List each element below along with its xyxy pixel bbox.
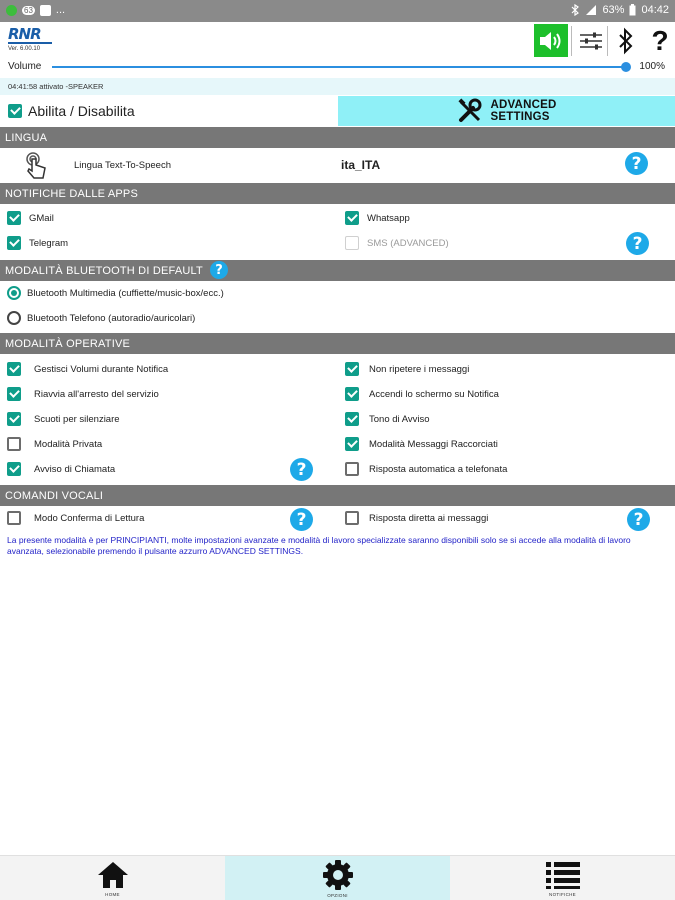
conferma-lettura-label: Modo Conferma di Lettura (34, 512, 145, 524)
riavvia-label: Riavvia all'arresto del servizio (34, 388, 159, 400)
nav-notifiche[interactable] (450, 856, 675, 900)
help-button[interactable]: ? (651, 24, 669, 56)
status-message: 04:41:58 attivato -SPEAKER (0, 78, 675, 95)
option-conferma-lettura[interactable] (7, 508, 144, 528)
sms-checkbox[interactable] (345, 236, 359, 250)
notification-badge: 63 (24, 5, 33, 15)
tts-language-row[interactable] (0, 149, 675, 181)
telegram-option[interactable] (7, 233, 68, 253)
risposta-automatica-label: Risposta automatica a telefonata (369, 463, 508, 475)
tono-avviso-label: Tono di Avviso (369, 413, 430, 425)
help-icon[interactable]: ? (290, 508, 313, 531)
scuoti-label: Scuoti per silenziare (34, 413, 120, 425)
option-risposta-diretta[interactable] (345, 508, 488, 528)
bluetooth-icon (618, 27, 634, 55)
mixer-button[interactable] (574, 24, 608, 57)
conferma-lettura-checkbox[interactable] (7, 511, 21, 525)
nav-opzioni[interactable] (225, 856, 450, 900)
volume-slider-thumb[interactable] (621, 62, 631, 72)
battery-percent: 63% (602, 4, 625, 16)
whatsapp-label: Whatsapp (367, 212, 410, 224)
volume-slider-track[interactable] (52, 66, 626, 68)
bottom-navigation (0, 855, 675, 900)
advanced-settings-button[interactable] (338, 96, 675, 126)
avviso-chiamata-checkbox[interactable] (7, 462, 21, 476)
message-status-icon (40, 5, 51, 16)
section-header-bluetooth-label: MODALITÀ BLUETOOTH DI DEFAULT (5, 265, 203, 277)
bt-multimedia-option[interactable] (7, 283, 224, 303)
gestisci-volumi-label: Gestisci Volumi durante Notifica (34, 363, 169, 375)
tts-language-label: Lingua Text-To-Speech (74, 160, 171, 171)
volume-value: 100% (639, 61, 665, 72)
messaggi-raccorciati-label: Modalità Messaggi Raccorciati (369, 438, 498, 450)
help-icon[interactable]: ? (290, 458, 313, 481)
nav-home[interactable] (0, 856, 225, 900)
tts-language-value[interactable]: ita_ITA (341, 158, 381, 172)
option-riavvia[interactable] (7, 384, 159, 404)
touch-icon (22, 151, 48, 179)
privata-label: Modalità Privata (34, 438, 103, 450)
bt-telefono-option[interactable] (7, 308, 195, 328)
telegram-checkbox[interactable] (7, 236, 21, 250)
risposta-diretta-label: Risposta diretta ai messaggi (369, 512, 489, 524)
list-icon (545, 860, 581, 890)
bt-telefono-label: Bluetooth Telefono (autoradio/auricolari) (27, 312, 196, 324)
risposta-automatica-checkbox[interactable] (345, 462, 359, 476)
risposta-diretta-checkbox[interactable] (345, 511, 359, 525)
section-header-vocali: COMANDI VOCALI (0, 485, 675, 506)
non-ripetere-checkbox[interactable] (345, 362, 359, 376)
status-bar (0, 0, 675, 22)
sms-option[interactable] (345, 233, 449, 253)
privata-checkbox[interactable] (7, 437, 21, 451)
speaker-icon (538, 30, 564, 52)
bt-multimedia-radio[interactable] (7, 286, 21, 300)
signal-icon (585, 4, 597, 16)
bt-telefono-radio[interactable] (7, 311, 21, 325)
sms-label: SMS (ADVANCED) (367, 237, 449, 249)
beginner-mode-note: La presente modalità è per PRINCIPIANTI, molte impostazioni avanzate e modalità di lavoro specializzate saranno disponibili solo se si accede alla modalità di lavoro avanzata, selezionabile premendo il pulsante azzurro ADVANCED SETTINGS. (7, 535, 631, 556)
app-version: Ver. 6.00.10 (8, 46, 41, 52)
volume-row (0, 60, 675, 76)
accendi-schermo-label: Accendi lo schermo su Notifica (369, 388, 499, 400)
advanced-label-line2: SETTINGS (490, 111, 550, 123)
help-icon[interactable]: ? (210, 261, 228, 279)
non-ripetere-label: Non ripetere i messaggi (369, 363, 470, 375)
clock: 04:42 (641, 4, 669, 16)
tools-icon (457, 98, 483, 124)
section-header-notifiche: NOTIFICHE DALLE APPS (0, 183, 675, 204)
help-icon[interactable]: ? (625, 152, 648, 175)
advanced-label-line1: ADVANCED (490, 99, 557, 111)
option-avviso-chiamata[interactable] (7, 459, 115, 479)
messaggi-raccorciati-checkbox[interactable] (345, 437, 359, 451)
whatsapp-option[interactable] (345, 208, 410, 228)
enable-toggle[interactable] (0, 96, 337, 126)
scuoti-checkbox[interactable] (7, 412, 21, 426)
option-gestisci-volumi[interactable] (7, 359, 168, 379)
telegram-label: Telegram (29, 237, 69, 249)
option-privata[interactable] (7, 434, 102, 454)
nav-notifiche-label: NOTIFICHE (549, 892, 576, 897)
section-header-operative: MODALITÀ OPERATIVE (0, 333, 675, 354)
section-header-bluetooth (0, 260, 675, 281)
riavvia-checkbox[interactable] (7, 387, 21, 401)
battery-icon (629, 4, 636, 16)
help-icon[interactable]: ? (627, 508, 650, 531)
gmail-checkbox[interactable] (7, 211, 21, 225)
option-non-ripetere[interactable] (345, 359, 469, 379)
bluetooth-button[interactable] (609, 24, 643, 57)
gear-icon (322, 859, 354, 891)
nav-home-label: HOME (105, 892, 120, 897)
home-icon (96, 860, 130, 890)
gmail-option[interactable] (7, 208, 54, 228)
app-top-bar (0, 22, 675, 60)
more-notifications: ... (55, 4, 66, 16)
option-tono-avviso[interactable] (345, 409, 430, 429)
option-scuoti[interactable] (7, 409, 120, 429)
bt-multimedia-label: Bluetooth Multimedia (cuffiette/music-box/ecc.) (27, 287, 224, 299)
option-accendi-schermo[interactable] (345, 384, 499, 404)
help-icon[interactable]: ? (626, 232, 649, 255)
bluetooth-status-icon (570, 4, 580, 16)
option-messaggi-raccorciati[interactable] (345, 434, 498, 454)
app-logo (8, 26, 52, 56)
logo-text: RNR (8, 26, 52, 44)
sliders-icon (579, 31, 603, 51)
enable-row (0, 96, 675, 126)
section-header-lingua: LINGUA (0, 127, 675, 148)
whatsapp-checkbox[interactable] (345, 211, 359, 225)
tono-avviso-checkbox[interactable] (345, 412, 359, 426)
option-risposta-automatica[interactable] (345, 459, 507, 479)
accendi-schermo-checkbox[interactable] (345, 387, 359, 401)
volume-label: Volume (8, 61, 42, 72)
speaker-button[interactable] (534, 24, 568, 57)
gestisci-volumi-checkbox[interactable] (7, 362, 21, 376)
nav-opzioni-label: OPZIONI (327, 893, 348, 898)
enable-label: Abilita / Disabilita (28, 103, 135, 119)
whatsapp-status-icon (6, 5, 17, 16)
avviso-chiamata-label: Avviso di Chiamata (34, 463, 116, 475)
enable-checkbox[interactable] (8, 104, 22, 118)
gmail-label: GMail (29, 212, 54, 224)
